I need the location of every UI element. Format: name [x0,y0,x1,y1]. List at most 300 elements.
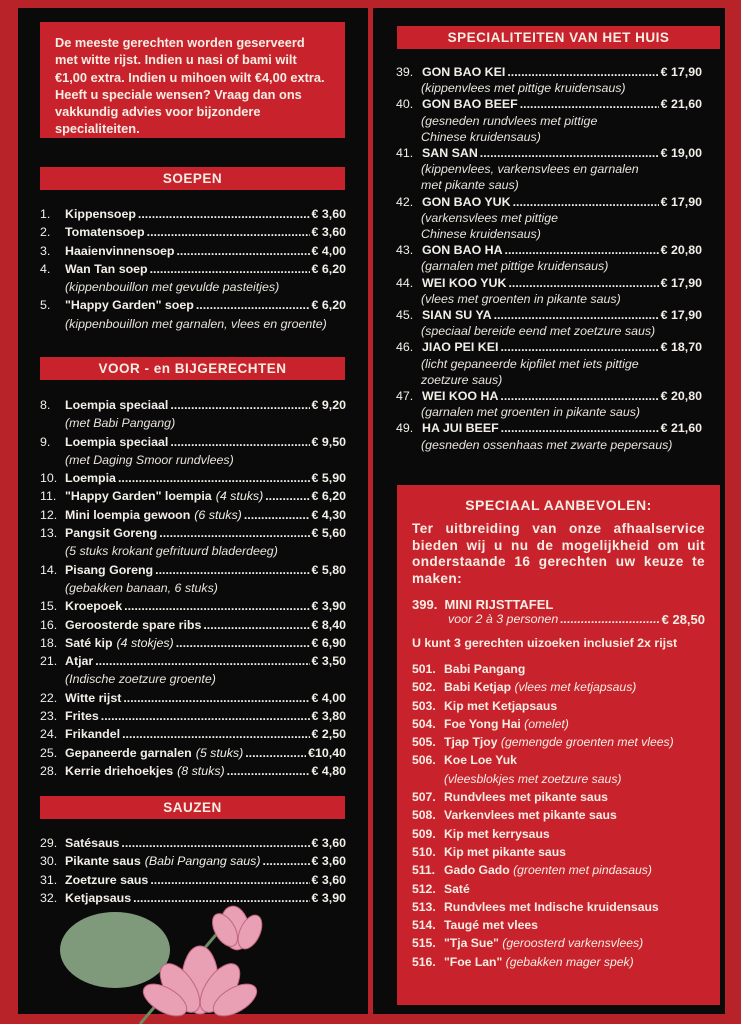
menu-item [40,561,346,598]
leader-dots [150,260,310,278]
menu-item [396,64,702,96]
item-description: (vleesblokjes met zoetzure saus) [444,771,622,786]
item-description: (garnalen met groenten in pikante saus) [421,405,641,420]
item-number: 44. [396,275,414,290]
speciaal-item [412,934,705,952]
item-price: € 5,60 [311,526,346,541]
speciaal-item [412,733,705,751]
item-name: "Happy Garden" soep [65,298,194,313]
item-name: Saté [444,881,470,896]
menu-item-row [396,388,702,404]
menu-item [40,223,346,241]
menu-item [396,339,702,388]
leader-dots [124,597,309,615]
item-number: 24. [40,727,58,742]
item-name: Kip met pikante saus [444,844,566,859]
menu-item-row [40,725,346,743]
item-number: 11. [40,489,57,504]
item-note: (vlees met ketjapsaus) [514,680,637,695]
menu-item-row [396,194,702,210]
item-price: € 20,80 [660,243,702,258]
item-number: 513. [412,899,436,914]
item-description: (kippenvlees met pittige kruidensaus) [421,81,626,96]
menu-item-row [40,852,346,870]
item-name: Babi Ketjap [444,680,512,695]
menu-item [40,744,346,762]
menu-item-row [40,689,346,707]
item-description: (gebakken banaan, 6 stuks) [65,580,218,595]
item-number: 16. [40,617,58,632]
leader-dots [245,744,306,762]
item-number: 2. [40,225,51,240]
item-number: 39. [396,65,414,79]
menu-item-row [40,223,346,241]
section-header-huis: SPECIALITEITEN VAN HET HUIS [397,26,720,49]
menu-item-row [40,205,346,223]
specialiteiten-list [396,64,702,453]
menu-item-row [40,634,346,652]
menu-item-row [396,242,702,258]
menu-item [396,194,702,243]
section-header-voor: VOOR - en BIJGERECHTEN [40,357,345,380]
item-number: 514. [412,918,436,933]
item-number: 23. [40,709,58,724]
menu-item [396,275,702,307]
menu-item-row [40,744,346,762]
item-description: (met Babi Pangang) [65,416,176,431]
item-price: € 17,90 [660,65,702,79]
section-header-soepen: SOEPEN [40,167,345,190]
item-number: 43. [396,243,414,258]
leader-dots [480,145,659,161]
item-name: Saté kip [65,635,113,650]
speciaal-item [412,880,705,898]
item-name: SIAN SU YA [422,308,492,323]
menu-item-row [40,296,346,314]
item-name: Zoetzure saus [65,872,149,887]
item-description: (met Daging Smoor rundvlees) [65,452,234,467]
item-price: € 17,90 [660,194,702,209]
menu-item [40,689,346,707]
item-description: (gesneden ossenhaas met zwarte pepersaus) [421,437,673,452]
rijsttafel-sub: voor 2 à 3 personen [448,612,559,626]
item-description: (kippenbouillon met gevulde pasteitjes) [65,280,280,295]
voorgerechten-list [40,396,346,780]
item-name: "Happy Garden" loempia [65,489,212,504]
item-description: (speciaal bereide eend met zoetzure saus) [421,324,656,339]
leader-dots [123,689,309,707]
item-description: (5 stuks krokant gefrituurd bladerdeeg) [65,544,278,559]
menu-item [40,707,346,725]
item-price: € 3,60 [311,207,346,221]
item-number: 42. [396,194,414,209]
menu-item [40,260,346,297]
leader-dots [101,707,310,725]
speciaal-note: U kunt 3 gerechten uizoeken inclusief 2x rijst [412,636,678,650]
item-name: Varkenvlees met pikante saus [444,808,617,823]
item-number: 516. [412,954,436,969]
item-price: € 4,80 [311,763,346,778]
item-portion: (8 stuks) [177,763,225,778]
item-name: "Foe Lan" [444,954,503,969]
item-number: 31. [40,872,58,887]
item-note: (gemengde groenten met vlees) [500,735,674,750]
item-note: (gebakken mager spek) [505,954,634,969]
item-price: € 5,80 [311,562,346,577]
item-name: Loempia speciaal [65,398,169,412]
leader-dots [95,652,309,670]
item-number: 29. [40,836,58,850]
leader-dots [122,725,309,743]
item-price: € 6,20 [311,261,346,276]
speciaal-item [412,697,705,715]
item-price: € 17,90 [660,308,702,323]
menu-item [40,652,346,689]
item-name: WEI KOO HA [422,389,499,404]
item-price: € 4,00 [311,243,346,258]
item-name: Taugé met vlees [444,918,538,933]
item-name: HA JUI BEEF [422,421,499,436]
item-name: Gepaneerde garnalen [65,745,192,760]
item-price: €10,40 [308,745,346,760]
item-price: € 3,60 [311,225,346,240]
item-name: Loempia [65,471,116,486]
item-description: (varkensvlees met pittige Chinese kruidensaus) [421,210,559,242]
item-number: 32. [40,890,58,905]
item-number: 40. [396,97,414,112]
item-name: Pikante saus [65,854,141,869]
menu-item-row [40,561,346,579]
item-name: Koe Loe Yuk [444,753,517,768]
item-name: Kroepoek [65,599,123,614]
item-number: 8. [40,398,51,412]
item-number: 30. [40,854,58,869]
menu-item [40,725,346,743]
item-number: 507. [412,790,436,805]
item-price: € 4,30 [311,507,346,522]
speciaal-item [412,825,705,843]
menu-item [40,834,346,852]
item-price: € 8,40 [311,617,346,632]
item-price: € 17,90 [660,275,702,290]
leader-dots [265,487,309,505]
leader-dots [494,307,659,323]
menu-item-row [396,339,702,355]
leader-dots [138,205,310,223]
item-description: (kippenbouillon met garnalen, vlees en groente) [65,316,327,331]
item-number: 25. [40,745,58,760]
leader-dots [513,194,659,210]
menu-item-row [40,242,346,260]
item-name: Ketjapsaus [65,890,132,905]
item-name: Tomatensoep [65,225,145,240]
leader-dots [159,524,309,542]
leader-dots [227,762,310,780]
item-number: 503. [412,698,436,713]
menu-item-row [40,762,346,780]
speciaal-title: SPECIAAL AANBEVOLEN: [465,497,652,513]
leader-dots [176,242,309,260]
item-name: Pangsit Goreng [65,526,158,541]
menu-item [40,871,346,889]
leader-dots [203,616,309,634]
item-description: (gesneden rundvlees met pittige Chinese kruidensaus) [421,113,598,144]
menu-item [396,145,702,194]
leader-dots [176,634,310,652]
item-name: Rundvlees met Indische kruidensaus [444,899,659,914]
item-number: 509. [412,826,436,841]
item-description: (kippenvlees, varkensvlees en garnalen met pikante saus) [421,162,639,193]
menu-item [40,616,346,634]
leader-dots [118,469,310,487]
item-number: 5. [40,298,51,313]
item-portion: (4 stokjes) [116,635,174,650]
leader-dots [244,506,310,524]
item-portion: (Babi Pangang saus) [144,854,261,869]
item-name: Frites [65,709,99,724]
item-number: 515. [412,936,436,951]
item-number: 506. [412,753,436,768]
menu-item [40,762,346,780]
menu-item-row [396,275,702,291]
item-number: 502. [412,680,436,695]
leader-dots [263,852,310,870]
item-number: 41. [396,146,414,161]
item-description: (licht gepaneerde kipfilet met iets pittige zoetzure saus) [421,356,639,387]
item-name: GON BAO KEI [422,65,506,79]
item-name: Tjap Tjoy [444,735,498,750]
rijsttafel-item [412,597,705,627]
soepen-list [40,205,346,333]
item-number: 18. [40,635,58,650]
menu-item-row [40,506,346,524]
item-number: 15. [40,599,58,614]
menu-item-row [40,871,346,889]
item-price: € 21,60 [660,421,702,436]
item-number: 510. [412,844,436,859]
item-price: € 9,50 [311,434,346,449]
item-number: 505. [412,735,436,750]
menu-item-row [40,524,346,542]
rijsttafel-name: MINI RIJSTTAFEL [444,597,554,612]
speciaal-item [412,843,705,861]
item-name: GON BAO HA [422,243,503,258]
item-number: 10. [40,471,58,486]
item-name: Haaienvinnensoep [65,243,175,258]
menu-item [40,506,346,524]
menu-item-row [40,433,346,451]
leader-dots [507,64,658,80]
item-number: 45. [396,308,414,323]
item-note: (geroosterd varkensvlees) [502,936,644,951]
item-name: Kippensoep [65,207,136,221]
leader-dots [150,871,309,889]
menu-item-row [40,469,346,487]
item-name: "Tja Sue" [444,936,499,951]
item-number: 28. [40,763,58,778]
menu-item-row [40,616,346,634]
menu-item [40,296,346,333]
item-name: Pisang Goreng [65,562,154,577]
menu-item [40,242,346,260]
item-number: 46. [396,340,414,355]
menu-item [40,469,346,487]
item-description: (garnalen met pittige kruidensaus) [421,259,609,274]
speciaal-item [412,953,705,971]
menu-item-row [40,396,346,414]
speciaal-item [412,660,705,678]
item-price: € 18,70 [660,340,702,355]
rijsttafel-num: 399. [412,597,438,612]
item-note: (groenten met pindasaus) [513,863,652,878]
menu-item-row [40,834,346,852]
menu-item [40,597,346,615]
menu-item-row [40,597,346,615]
leader-dots [505,242,659,258]
item-price: € 6,20 [311,298,346,313]
section-header-sauzen: SAUZEN [40,796,345,819]
item-name: Satésaus [65,836,120,850]
item-description: (Indische zoetzure groente) [65,672,216,687]
item-name: GON BAO BEEF [422,97,518,112]
item-price: € 3,90 [311,890,346,905]
speciaal-box [397,485,720,1005]
intro-box: De meeste gerechten worden geserveerd met witte rijst. Indien u nasi of bami wilt €1,00 extra. Indien u mihoen wilt €4,00 extra. Heeft u speciale wensen? Vraag dan ons vakkundig advies voor bijzondere specialiteiten. [40,22,345,138]
item-name: Kip met Ketjapsaus [444,698,558,713]
speciaal-item [412,898,705,916]
item-name: Babi Pangang [444,662,526,676]
item-portion: (4 stuks) [215,489,264,504]
speciaal-item [412,916,705,934]
speciaal-lead: Ter uitbreiding van onze afhaalservice bieden wij u nu de mogelijkheid om uit onderstaande 16 gerechten uw keuze te maken: [412,521,705,586]
leader-dots [508,275,658,291]
item-number: 501. [412,662,436,676]
item-name: WEI KOO YUK [422,275,507,290]
item-number: 22. [40,690,58,705]
menu-item [40,634,346,652]
item-price: € 5,90 [311,471,346,486]
speciaal-list [412,660,705,971]
speciaal-item [412,751,705,788]
menu-item [40,852,346,870]
item-name: Foe Yong Hai [444,716,521,731]
menu-item-row [40,487,346,505]
item-number: 3. [40,243,51,258]
item-number: 511. [412,863,436,878]
item-price: € 9,20 [311,398,346,412]
menu-item [40,487,346,505]
item-number: 14. [40,562,58,577]
speciaal-item [412,678,705,696]
leader-dots [155,561,309,579]
menu-item [396,307,702,339]
item-portion: (6 stuks) [194,507,242,522]
menu-item [396,96,702,145]
item-price: € 3,60 [311,854,346,869]
item-name: Atjar [65,654,94,669]
item-price: € 6,20 [311,489,346,504]
item-number: 512. [412,881,436,896]
leader-dots [121,834,309,852]
menu-item-row [40,707,346,725]
item-name: Gado Gado [444,863,510,878]
item-number: 12. [40,507,58,522]
leader-dots [170,433,309,451]
item-number: 49. [396,421,414,436]
item-price: € 19,00 [660,146,702,161]
rijsttafel-price: € 28,50 [661,612,705,627]
sauzen-list [40,834,346,907]
item-portion: (5 stuks) [195,745,244,760]
speciaal-item [412,806,705,824]
item-number: 21. [40,654,58,669]
item-name: Kip met kerrysaus [444,826,550,841]
menu-item-row [396,64,702,80]
item-name: SAN SAN [422,146,478,161]
speciaal-item [412,788,705,806]
leader-dots [196,296,310,314]
menu-item [396,242,702,274]
menu-item-row [40,260,346,278]
item-price: € 21,60 [660,97,702,112]
menu-item-row [396,420,702,436]
item-number: 504. [412,716,436,731]
item-price: € 3,50 [311,654,346,669]
item-number: 1. [40,207,51,221]
item-name: Frikandel [65,727,121,742]
menu-item [40,433,346,470]
item-name: Witte rijst [65,690,122,705]
speciaal-item [412,715,705,733]
item-description: (vlees met groenten in pikante saus) [421,291,621,306]
item-number: 508. [412,808,436,823]
menu-item-row [396,145,702,161]
item-name: GON BAO YUK [422,194,511,209]
menu-item-row [40,652,346,670]
item-number: 9. [40,434,51,449]
item-price: € 6,90 [311,635,346,650]
item-number: 4. [40,261,51,276]
leader-dots [147,223,310,241]
leader-dots [500,339,658,355]
speciaal-item [412,861,705,879]
item-price: € 3,80 [311,709,346,724]
item-price: € 3,60 [311,872,346,887]
menu-item [40,205,346,223]
item-number: 13. [40,526,58,541]
item-name: Wan Tan soep [65,261,148,276]
leader-dots [500,388,658,404]
item-number: 47. [396,389,414,404]
menu-item [396,420,702,452]
lotus-leaf [60,912,170,988]
item-name: Geroosterde spare ribs [65,617,202,632]
item-price: € 20,80 [660,389,702,404]
item-name: Kerrie driehoekjes [65,763,174,778]
item-price: € 4,00 [311,690,346,705]
item-note: (omelet) [524,716,569,731]
menu-item [40,524,346,561]
item-name: JIAO PEI KEI [422,340,499,355]
item-price: € 3,90 [311,599,346,614]
menu-item-row [396,96,702,112]
menu-item-row [396,307,702,323]
item-name: Rundvlees met pikante saus [444,790,608,805]
menu-item [396,388,702,420]
leader-dots [520,96,659,112]
leader-dots [170,396,309,414]
item-name: Loempia speciaal [65,434,169,449]
